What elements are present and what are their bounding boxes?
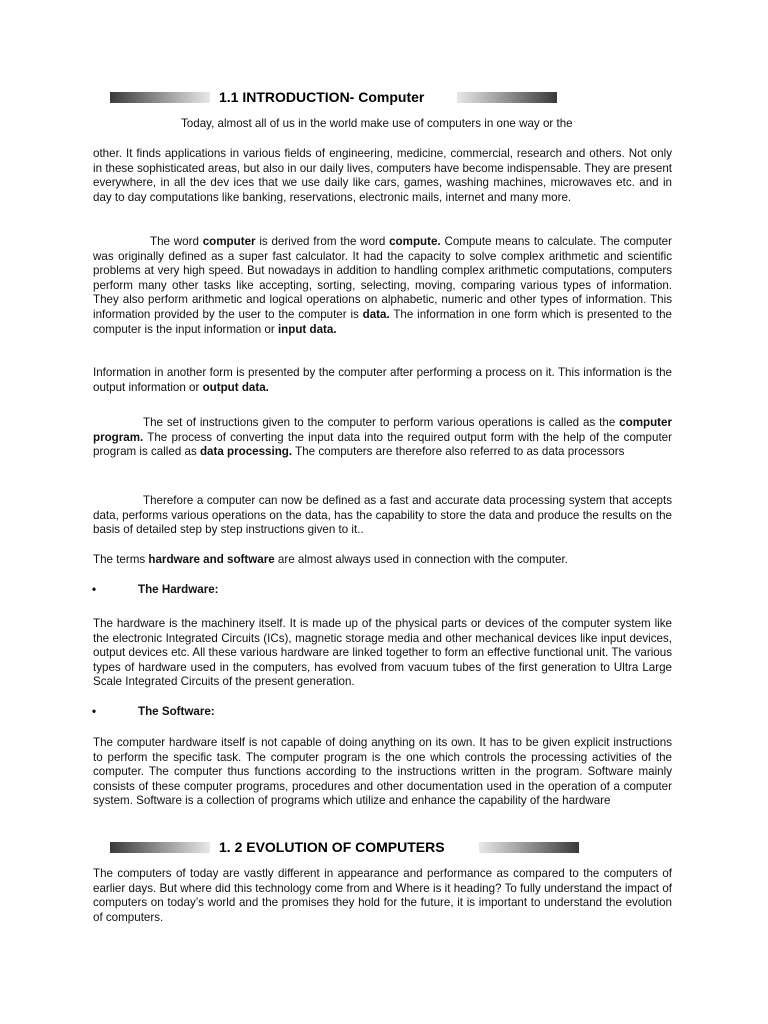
heading-bar-right (457, 92, 557, 103)
paragraph-word-computer: The word computer is derived from the word compute. Compute means to calculate. The computer was originally defined as a super fast calculator. It had the capacity to solve complex arithmetic and scientific problems at very high speed. But nowadays in addition to handling complex arithmetic computations, computers perform many other tasks like accepting, sorting, selecting, moving, comparing various types of information. They also perform arithmetic and logical operations on alphabetic, numeric and other types of information. This information provided by the user to the computer is data. The information in one form which is presented to the computer is the input information or input data. (93, 235, 672, 336)
paragraph-hardware: The hardware is the machinery itself. It is made up of the physical parts or devices of the computer system like the electronic Integrated Circuits (ICs), magnetic storage media and other mechanical devices like input devices, output devices etc. All these various hardware are linked together to form an effective functional unit. The various types of hardware used in the computers, has evolved from vacuum tubes of the first generation to Ultra Large Scale Integrated Circuits of the present generation. (93, 617, 672, 689)
bullet-label: The Software: (138, 705, 215, 718)
paragraph-computer-program: The set of instructions given to the computer to perform various operations is called as the computer program. The process of converting the input data into the required output form with the help of the computer program is called as data processing. The computers are therefore also referred to as data processors (93, 416, 672, 459)
bullet-label: The Hardware: (138, 583, 219, 596)
bullet-glyph: • (92, 705, 97, 718)
intro-first-line: Today, almost all of us in the world make use of computers in one way or the (181, 117, 573, 130)
paragraph-software: The computer hardware itself is not capable of doing anything on its own. It has to be given explicit instructions to perform the specific task. The computer program is the one which controls the processing activities of the computer. The computer thus functions according to the instructions written in the program. Software mainly consists of these computer programs, procedures and other documentation used in the operation of a computer system. Software is a collection of programs which utilize and enhance the capability of the hardware (93, 736, 672, 808)
paragraph-output-data: Information in another form is presented by the computer after performing a process on it. This information is the output information or output data. (93, 366, 672, 394)
heading-bar-left (110, 842, 210, 853)
paragraph-evolution: The computers of today are vastly different in appearance and performance as compared to the computers of earlier days. But where did this technology come from and Where is it heading? To fully understand the impact of computers on today’s world and the promises they hold for the future, it is important to understand the evolution of computers. (93, 867, 672, 924)
heading-bar-left (110, 92, 210, 103)
paragraph-applications: other. It finds applications in various fields of engineering, medicine, commercial, research and others. Not only in these sophisticated areas, but also in our daily lives, computers have become indispensable. They are present everywhere, in all the dev ices that we use daily like cars, games, washing machines, microwaves etc. and in day to day computations like banking, reservations, electronic mails, internet and many more. (93, 147, 672, 204)
section-heading-introduction (0, 88, 768, 108)
bullet-software (92, 705, 215, 720)
section-heading-evolution (0, 838, 768, 858)
paragraph-hardware-software: The terms hardware and software are almost always used in connection with the computer. (93, 553, 568, 566)
heading-title: 1.1 INTRODUCTION- Computer (219, 89, 425, 105)
heading-title: 1. 2 EVOLUTION OF COMPUTERS (219, 839, 445, 855)
bullet-hardware (92, 583, 219, 598)
paragraph-definition: Therefore a computer can now be defined as a fast and accurate data processing system that accepts data, performs various operations on the data, has the capability to store the data and produce the results on the basis of detailed step by step instructions given to it.. (93, 494, 672, 537)
bullet-glyph: • (92, 583, 97, 596)
heading-bar-right (479, 842, 579, 853)
